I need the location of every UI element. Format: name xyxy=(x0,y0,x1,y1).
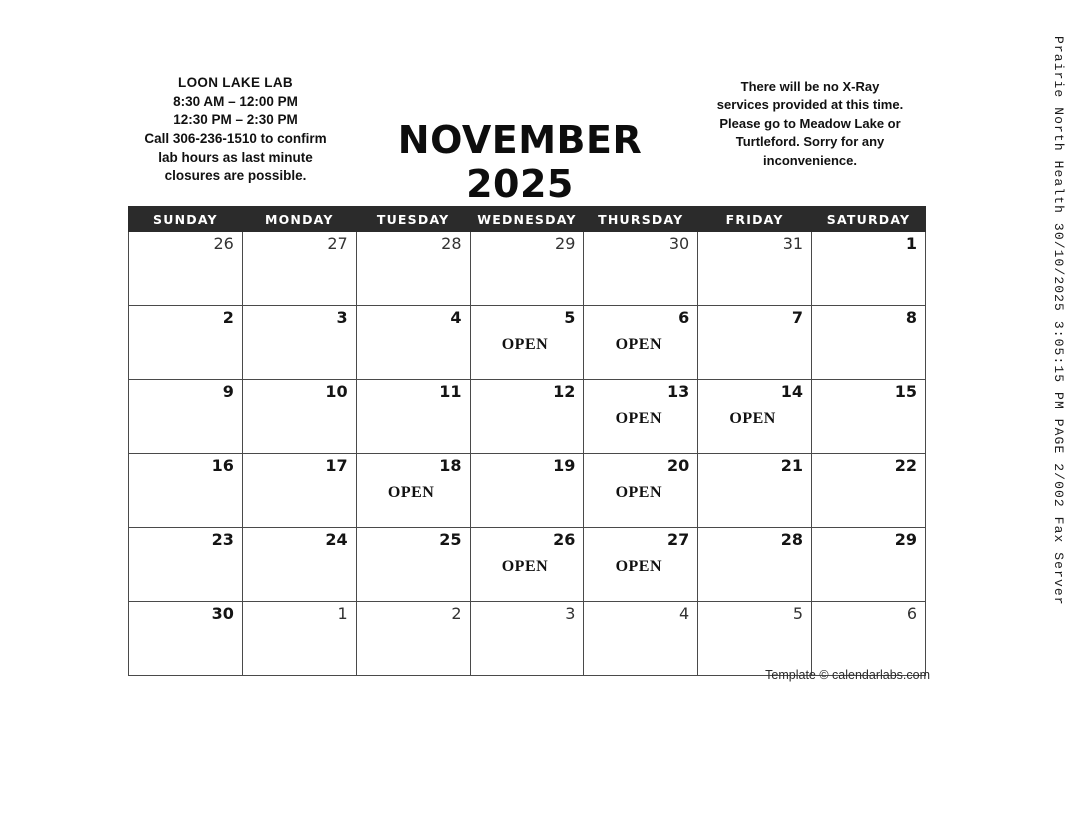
day-number: 4 xyxy=(450,308,462,327)
xray-notice xyxy=(690,78,930,170)
calendar-day-cell[interactable] xyxy=(698,306,812,380)
day-number: 7 xyxy=(791,308,804,327)
day-number: 3 xyxy=(336,308,348,327)
calendar-day-cell[interactable] xyxy=(242,528,356,602)
fax-header-text: Prairie North Health 30/10/2025 3:05:15 PM PAGE 2/002 Fax Server xyxy=(1051,36,1066,606)
day-number: 2 xyxy=(451,604,462,623)
day-number: 5 xyxy=(792,604,804,623)
day-number: 3 xyxy=(565,604,576,623)
calendar-day-cell[interactable] xyxy=(470,306,584,380)
day-number: 16 xyxy=(211,456,234,475)
calendar-day-cell[interactable] xyxy=(129,380,243,454)
calendar-day-cell[interactable] xyxy=(129,528,243,602)
day-number: 1 xyxy=(337,604,348,623)
day-number: 15 xyxy=(894,382,917,401)
calendar-day-cell[interactable] xyxy=(356,232,470,306)
calendar-day-cell[interactable] xyxy=(242,454,356,528)
calendar-day-cell[interactable] xyxy=(584,306,698,380)
calendar-day-cell[interactable] xyxy=(698,602,812,676)
calendar-day-cell[interactable] xyxy=(470,454,584,528)
calendar-week-row xyxy=(129,380,926,454)
xray-notice-line3: Please go to Meadow Lake or xyxy=(719,115,901,131)
weekday-header-thursday: THURSDAY xyxy=(584,207,698,232)
day-number: 2 xyxy=(222,308,234,327)
weekday-header-monday: MONDAY xyxy=(242,207,356,232)
day-number: 29 xyxy=(555,234,576,253)
xray-notice-line5: inconvenience. xyxy=(763,152,857,168)
day-number: 31 xyxy=(782,234,804,253)
day-number: 10 xyxy=(325,382,348,401)
open-label: OPEN xyxy=(615,335,663,353)
xray-notice-line4: Turtleford. Sorry for any xyxy=(735,134,885,150)
lab-hours-morning: 8:30 AM – 12:00 PM xyxy=(173,93,298,109)
day-number: 24 xyxy=(325,530,348,549)
day-number: 19 xyxy=(553,456,576,475)
day-number: 29 xyxy=(894,530,917,549)
day-number: 18 xyxy=(439,456,462,475)
calendar-week-row xyxy=(129,602,926,676)
xray-notice-line2: services provided at this time. xyxy=(716,97,904,113)
xray-notice-line1: There will be no X-Ray xyxy=(740,79,880,94)
weekday-header-friday: FRIDAY xyxy=(698,207,812,232)
calendar-day-cell[interactable] xyxy=(584,528,698,602)
day-number: 8 xyxy=(905,308,917,327)
calendar-day-cell[interactable] xyxy=(129,232,243,306)
day-number: 28 xyxy=(780,530,804,549)
calendar-day-cell[interactable] xyxy=(470,232,584,306)
open-label: OPEN xyxy=(387,483,435,501)
calendar-day-cell[interactable] xyxy=(129,454,243,528)
calendar-day-cell[interactable] xyxy=(812,454,926,528)
lab-hours-note xyxy=(118,74,353,186)
weekday-header-wednesday: WEDNESDAY xyxy=(470,207,584,232)
calendar-day-cell[interactable] xyxy=(812,232,926,306)
open-label: OPEN xyxy=(501,335,549,353)
calendar-day-cell[interactable] xyxy=(584,380,698,454)
calendar-week-row xyxy=(129,528,926,602)
calendar-day-cell[interactable] xyxy=(812,380,926,454)
day-number: 20 xyxy=(666,456,690,475)
calendar-day-cell[interactable] xyxy=(356,454,470,528)
day-number: 30 xyxy=(211,604,234,623)
day-number: 9 xyxy=(222,382,234,401)
open-label: OPEN xyxy=(501,557,549,575)
calendar-day-cell[interactable] xyxy=(812,602,926,676)
calendar-day-cell[interactable] xyxy=(812,306,926,380)
calendar-day-cell[interactable] xyxy=(356,528,470,602)
calendar-week-row xyxy=(129,454,926,528)
lab-hours-afternoon: 12:30 PM – 2:30 PM xyxy=(173,112,298,128)
calendar-week-row xyxy=(129,232,926,306)
day-number: 28 xyxy=(441,234,462,253)
day-number: 6 xyxy=(906,604,917,623)
calendar-day-cell[interactable] xyxy=(470,602,584,676)
calendar-day-cell[interactable] xyxy=(356,380,470,454)
calendar-day-cell[interactable] xyxy=(356,306,470,380)
open-label: OPEN xyxy=(615,557,663,575)
day-number: 26 xyxy=(553,530,576,549)
calendar-day-cell[interactable] xyxy=(470,528,584,602)
template-credit: Template © calendarlabs.com xyxy=(765,668,930,682)
weekday-header-saturday: SATURDAY xyxy=(812,207,926,232)
calendar-table xyxy=(128,206,926,676)
lab-note-line6: closures are possible. xyxy=(164,168,307,184)
calendar-week-row xyxy=(129,306,926,380)
day-number: 23 xyxy=(211,530,234,549)
day-number: 25 xyxy=(439,530,462,549)
calendar-day-cell[interactable] xyxy=(242,380,356,454)
calendar-day-cell[interactable] xyxy=(242,232,356,306)
day-number: 21 xyxy=(780,456,804,475)
weekday-header-tuesday: TUESDAY xyxy=(356,207,470,232)
open-label: OPEN xyxy=(729,409,776,427)
day-number: 4 xyxy=(679,604,690,623)
day-number: 30 xyxy=(668,234,690,253)
day-number: 27 xyxy=(666,530,690,549)
month-title: NOVEMBER 2025 xyxy=(397,118,643,206)
day-number: 1 xyxy=(905,234,917,253)
calendar-day-cell[interactable] xyxy=(584,454,698,528)
calendar-day-cell[interactable] xyxy=(584,232,698,306)
day-number: 26 xyxy=(213,234,234,253)
lab-name: LOON LAKE LAB xyxy=(178,75,293,90)
day-number: 12 xyxy=(553,382,576,401)
calendar-body xyxy=(129,232,926,676)
calendar-day-cell[interactable] xyxy=(812,528,926,602)
calendar-day-cell[interactable] xyxy=(129,602,243,676)
calendar-day-cell[interactable] xyxy=(698,232,812,306)
day-number: 27 xyxy=(327,234,348,253)
calendar-day-cell[interactable] xyxy=(584,602,698,676)
calendar-day-cell[interactable] xyxy=(242,306,356,380)
day-number: 6 xyxy=(678,308,690,327)
open-label: OPEN xyxy=(615,483,663,501)
day-number: 5 xyxy=(564,308,576,327)
day-number: 11 xyxy=(439,382,462,401)
day-number: 14 xyxy=(780,382,804,401)
day-number: 22 xyxy=(894,456,917,475)
calendar-day-cell[interactable] xyxy=(698,528,812,602)
calendar-day-cell[interactable] xyxy=(242,602,356,676)
lab-phone-line: Call 306-236-1510 to confirm xyxy=(144,130,327,146)
lab-note-line5: lab hours as last minute xyxy=(158,149,313,165)
calendar-day-cell[interactable] xyxy=(356,602,470,676)
weekday-header-row xyxy=(129,207,926,232)
calendar-day-cell[interactable] xyxy=(698,454,812,528)
calendar-day-cell[interactable] xyxy=(129,306,243,380)
open-label: OPEN xyxy=(615,409,663,427)
weekday-header-sunday: SUNDAY xyxy=(129,207,243,232)
fax-header-strip xyxy=(1040,0,1074,835)
day-number: 17 xyxy=(325,456,348,475)
day-number: 13 xyxy=(666,382,690,401)
calendar-day-cell[interactable] xyxy=(698,380,812,454)
calendar-day-cell[interactable] xyxy=(470,380,584,454)
